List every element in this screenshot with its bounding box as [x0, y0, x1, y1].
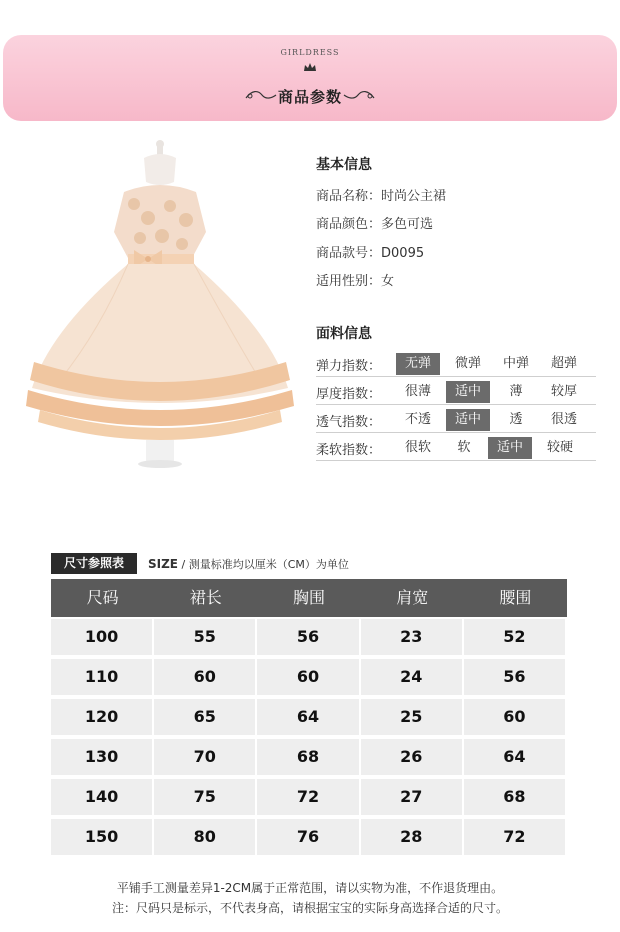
info-row-gender — [316, 270, 394, 289]
fabric-option-selected: 无弹 — [396, 353, 440, 375]
fabric-label: 厚度指数： — [316, 387, 382, 402]
table-cell: 28 — [361, 819, 462, 855]
size-chart-note — [148, 556, 349, 572]
table-cell: 55 — [154, 619, 255, 655]
fabric-option-selected: 适中 — [446, 409, 490, 431]
table-cell: 150 — [51, 819, 152, 855]
fabric-option: 超弹 — [550, 356, 577, 371]
fabric-row-thickness — [316, 379, 596, 405]
table-row — [51, 737, 567, 777]
table-cell: 27 — [361, 779, 462, 815]
table-row — [51, 777, 567, 817]
table-row — [51, 697, 567, 737]
table-cell: 72 — [464, 819, 565, 855]
product-photo — [20, 140, 300, 470]
table-cell: 140 — [51, 779, 152, 815]
table-cell: 120 — [51, 699, 152, 735]
fabric-option: 微弹 — [454, 356, 481, 371]
fabric-option: 较硬 — [546, 440, 573, 455]
crown-icon — [303, 62, 317, 72]
table-cell: 64 — [464, 739, 565, 775]
fabric-label: 透气指数： — [316, 415, 382, 430]
table-cell: 26 — [361, 739, 462, 775]
column-header: 尺码 — [86, 588, 119, 607]
info-value: 多色可选 — [381, 217, 434, 232]
info-value: 女 — [381, 274, 395, 289]
info-key: 商品名称： — [316, 189, 382, 204]
fabric-option: 较厚 — [550, 384, 577, 399]
table-cell: 23 — [361, 619, 462, 655]
table-cell: 70 — [154, 739, 255, 775]
info-row-color — [316, 213, 433, 232]
fabric-option: 很薄 — [404, 384, 431, 399]
column-header: 裙长 — [189, 588, 222, 607]
table-row — [51, 817, 567, 857]
fabric-option: 透 — [509, 412, 523, 427]
size-table — [51, 579, 567, 857]
table-cell: 60 — [257, 659, 358, 695]
right-swirl-ornament — [342, 88, 376, 102]
info-key: 商品款号： — [316, 246, 382, 261]
brand-logo-text: GIRLDRESS — [280, 48, 340, 57]
info-key: 商品颜色： — [316, 217, 382, 232]
table-cell: 130 — [51, 739, 152, 775]
table-cell: 100 — [51, 619, 152, 655]
info-row-name — [316, 185, 446, 204]
fabric-row-elasticity — [316, 351, 596, 377]
table-cell: 110 — [51, 659, 152, 695]
table-row — [51, 617, 567, 657]
table-cell: 52 — [464, 619, 565, 655]
table-cell: 60 — [464, 699, 565, 735]
size-footnote: 注：尺码只是标示，不代表身高，请根据宝宝的实际身高选择合适的尺寸。 — [111, 901, 508, 915]
info-key: 适用性别： — [316, 274, 382, 289]
size-word: SIZE — [148, 557, 179, 571]
table-cell: 25 — [361, 699, 462, 735]
fabric-option: 很软 — [404, 440, 431, 455]
basic-info-title: 基本信息 — [316, 157, 372, 173]
fabric-info-title: 面料信息 — [316, 326, 372, 342]
column-header: 腰围 — [499, 588, 532, 607]
table-cell: 75 — [154, 779, 255, 815]
table-cell: 72 — [257, 779, 358, 815]
table-cell: 76 — [257, 819, 358, 855]
table-cell: 68 — [257, 739, 358, 775]
table-header — [51, 579, 567, 617]
info-value: 时尚公主裙 — [381, 189, 447, 204]
fabric-label: 柔软指数： — [316, 443, 382, 458]
info-value: D0095 — [381, 246, 425, 261]
table-cell: 68 — [464, 779, 565, 815]
fabric-option: 薄 — [509, 384, 523, 399]
fabric-option: 软 — [457, 440, 471, 455]
fabric-label: 弹力指数： — [316, 359, 382, 374]
fabric-option: 中弹 — [502, 356, 529, 371]
column-header: 胸围 — [293, 588, 326, 607]
column-header: 肩宽 — [396, 588, 429, 607]
fabric-option: 不透 — [404, 412, 431, 427]
table-cell: 65 — [154, 699, 255, 735]
table-cell: 60 — [154, 659, 255, 695]
page-title: 商品参数 — [277, 88, 342, 106]
table-row — [51, 657, 567, 697]
fabric-row-breathability — [316, 407, 596, 433]
table-cell: 64 — [257, 699, 358, 735]
unit-note: / 测量标准均以厘米（CM）为单位 — [181, 558, 349, 571]
fabric-row-softness — [316, 435, 596, 461]
fabric-option-selected: 适中 — [446, 381, 490, 403]
table-cell: 56 — [464, 659, 565, 695]
table-cell: 80 — [154, 819, 255, 855]
table-cell: 24 — [361, 659, 462, 695]
table-cell: 56 — [257, 619, 358, 655]
fabric-option-selected: 适中 — [488, 437, 532, 459]
fabric-option: 很透 — [550, 412, 577, 427]
size-chart-tag: 尺寸参照表 — [51, 553, 137, 574]
info-row-style-number — [316, 242, 424, 261]
measurement-footnote: 平铺手工测量差异1-2CM属于正常范围，请以实物为准，不作退货理由。 — [116, 881, 504, 895]
